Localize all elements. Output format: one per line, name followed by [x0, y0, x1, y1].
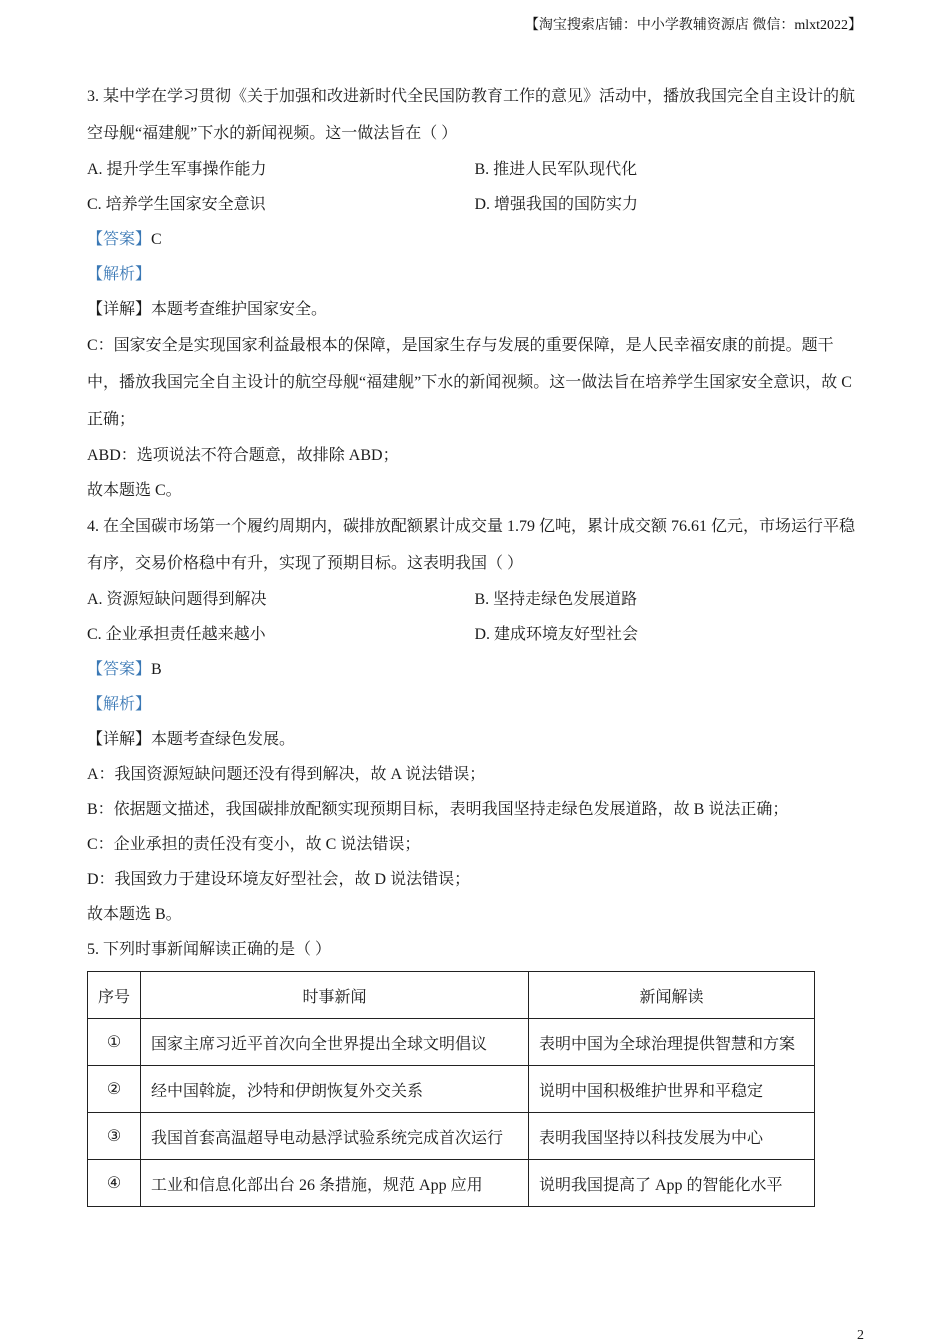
table-header-row [88, 972, 815, 1019]
q5-stem: 5. 下列时事新闻解读正确的是（ ） [87, 941, 332, 958]
q3-answer [87, 222, 862, 257]
q3-detail: 【详解】本题考查维护国家安全。 [87, 301, 328, 318]
page-number: 2 [857, 1328, 864, 1343]
q4-conclusion: 故本题选 B。 [87, 906, 182, 923]
q4-detail: 【详解】本题考查绿色发展。 [87, 731, 296, 748]
q3-answer-tag: 【答案】 [87, 231, 152, 248]
q3-option-c: C. 培养学生国家安全意识 [87, 196, 266, 213]
row-interpretation: 说明中国积极维护世界和平稳定 [529, 1066, 815, 1113]
q4-explain-d: D：我国致力于建设环境友好型社会，故 D 说法错误； [87, 871, 471, 888]
header-news: 时事新闻 [141, 972, 529, 1019]
q3-conclusion: 故本题选 C。 [87, 482, 182, 499]
q4-answer-value: B [151, 661, 162, 678]
row-news: 经中国斡旋，沙特和伊朗恢复外交关系 [141, 1066, 529, 1113]
row-index: ① [88, 1019, 141, 1066]
table-row [88, 1160, 815, 1207]
q4-explain-a: A：我国资源短缺问题还没有得到解决，故 A 说法错误； [87, 766, 486, 783]
row-news: 国家主席习近平首次向全世界提出全球文明倡议 [141, 1019, 529, 1066]
header-index: 序号 [88, 972, 141, 1019]
q3-answer-value: C [151, 231, 162, 248]
q3-option-d: D. 增强我国的国防实力 [474, 196, 639, 213]
row-index: ③ [88, 1113, 141, 1160]
q4-analysis-tag: 【解析】 [87, 696, 152, 713]
q4-option-b: B. 坚持走绿色发展道路 [474, 591, 638, 608]
q4-explain-c: C：企业承担的责任没有变小，故 C 说法错误； [87, 836, 421, 853]
table-row [88, 1113, 815, 1160]
q3-options-row-1 [87, 152, 862, 187]
row-index: ④ [88, 1160, 141, 1207]
q4-option-c: C. 企业承担责任越来越小 [87, 626, 266, 643]
q4-answer-tag: 【答案】 [87, 661, 152, 678]
row-interpretation: 表明中国为全球治理提供智慧和方案 [529, 1019, 815, 1066]
q3-analysis-tag: 【解析】 [87, 266, 152, 283]
header-interpretation: 新闻解读 [529, 972, 815, 1019]
q4-explain-b: B：依据题文描述，我国碳排放配额实现预期目标，表明我国坚持走绿色发展道路，故 B 说法正确； [87, 801, 789, 818]
q4-options-row-1 [87, 582, 862, 617]
row-news: 工业和信息化部出台 26 条措施，规范 App 应用 [141, 1160, 529, 1207]
q4-option-a: A. 资源短缺问题得到解决 [87, 591, 267, 608]
q3-stem: 3. 某中学在学习贯彻《关于加强和改进新时代全民国防教育工作的意见》活动中，播放我国完全自主设计的航空母舰“福建舰”下水的新闻视频。这一做法旨在（ ） [87, 88, 856, 142]
q3-explain-c: C：国家安全是实现国家利益最根本的保障，是国家生存与发展的重要保障，是人民幸福安康的前提。题干中，播放我国完全自主设计的航空母舰“福建舰”下水的新闻视频。这一做法旨在培养学生国家安全意识，故 C 正确； [87, 337, 852, 428]
row-interpretation: 表明我国坚持以科技发展为中心 [529, 1113, 815, 1160]
q4-options-row-2 [87, 617, 862, 652]
q5-news-table [87, 971, 815, 1207]
q4-answer [87, 652, 862, 687]
row-index: ② [88, 1066, 141, 1113]
page-header: 【淘宝搜索店铺：中小学教辅资源店 微信：mlxt2022】 [524, 18, 862, 33]
q3-option-a: A. 提升学生军事操作能力 [87, 161, 267, 178]
row-interpretation: 说明我国提高了 App 的智能化水平 [529, 1160, 815, 1207]
q4-stem: 4. 在全国碳市场第一个履约周期内，碳排放配额累计成交量 1.79 亿吨，累计成交额 76.61 亿元，市场运行平稳有序，交易价格稳中有升，实现了预期目标。这表明我国（ ） [87, 518, 856, 572]
row-news: 我国首套高温超导电动悬浮试验系统完成首次运行 [141, 1113, 529, 1160]
q3-options-row-2 [87, 187, 862, 222]
q3-option-b: B. 推进人民军队现代化 [474, 161, 638, 178]
document-body [87, 78, 862, 1207]
q3-explain-abd: ABD：选项说法不符合题意，故排除 ABD； [87, 447, 399, 464]
q4-option-d: D. 建成环境友好型社会 [474, 626, 639, 643]
table-row [88, 1066, 815, 1113]
table-row [88, 1019, 815, 1066]
